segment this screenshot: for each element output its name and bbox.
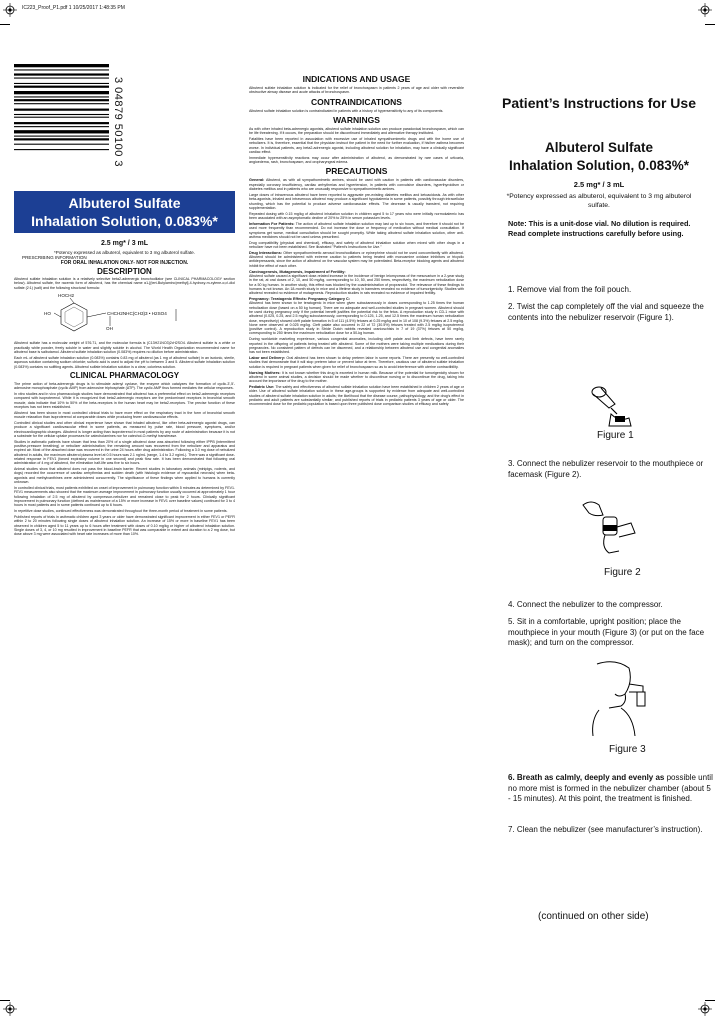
barcode-bar xyxy=(14,103,109,104)
barcode-bar xyxy=(14,136,109,137)
proof-header: IC223_Proof_P1.pdf 1 10/25/2017 1:48:35 PM xyxy=(22,5,125,11)
subheading: Drug Interactions: xyxy=(249,250,282,255)
unit-dose-note: Note: This is a unit-dose vial. No dilution is required. Read complete instructions carefully before using. xyxy=(508,219,691,239)
paragraph: Animal studies show that albuterol does not pass the blood-brain barrier. Recent studies in laboratory animals (minipigs, rodents, and dogs) recorded the occurrence of cardiac arrhythmias and sudden death (with histologic evidence of myocardial necrosis) when beta-agonists and methylxanthines were administered concurrently. The significance of these findings when applied to humans is currently unknown. xyxy=(14,467,235,485)
barcode-number: 3 04879 50100 3 xyxy=(112,76,124,168)
paragraph: Fatalities have been reported in association with excessive use of inhaled sympathomimetic drugs and with the home use of nebulizers. It is, therefore, essential that the physician instruct the patient in the need for further evaluation, if his/her asthma becomes worse. In individual patients, any beta2-adrenergic agonist, including albuterol solution for inhalation, may have a clinically significant cardiac effect. xyxy=(249,137,464,154)
right-product-line-2: Inhalation Solution, 0.083%* xyxy=(508,158,690,173)
step-7: 7. Clean the nebulizer (see manufacturer’s instruction). xyxy=(508,825,703,834)
barcode-bar xyxy=(14,109,109,111)
barcode-bars xyxy=(14,62,114,182)
crop-mark xyxy=(0,1000,10,1001)
prescribing-info: PRESCRIBING INFORMATION xyxy=(22,255,87,260)
barcode-bar xyxy=(14,126,109,127)
step-4: 4. Connect the nebulizer to the compressor. xyxy=(508,600,663,609)
crop-mark xyxy=(705,24,715,25)
paragraph: In repetitive dose studies, continued effectiveness was demonstrated throughout the three-month period of treatment in some patients. xyxy=(14,509,228,514)
barcode-bar xyxy=(14,144,109,145)
subheading: General: xyxy=(249,178,265,183)
crop-mark xyxy=(0,24,10,25)
continued-note: (continued on other side) xyxy=(538,911,649,922)
paragraph: Albuterol sulfate caused a significant dose-related increase in the incidence of benign leiomyomas of the mesovarium in a 2-year study in the rat, at oral doses of 2, 10, and 50 mg/kg, corresponding to 10, 50, and 250 times, respectively, the maximum nebulization dose for a 50 kg human. In another study, this effect was blocked by the coadministration of propranolol. The relevance of these findings to humans is not known. An 18-month study in mice and a lifetime study in hamsters revealed no evidence of tumorigenicity. Studies with albuterol revealed no evidence of mutagenesis. Reproduction studies in rats revealed no evidence of impaired fertility. xyxy=(249,273,464,296)
step-6 xyxy=(508,773,713,805)
formula-chain: CHCH2NHC(CH3)3 • H2SO4 xyxy=(107,311,167,317)
formula-oh: OH xyxy=(106,326,113,332)
precautions-text xyxy=(249,178,464,406)
indications-heading: INDICATIONS AND USAGE xyxy=(302,74,411,84)
paragraph: During worldwide marketing experience, various congenital anomalies, including cleft palate and limb defects, have been rarely reported in the offspring of patients being treated with albuterol. Some of the mothers were taking multiple medications during their pregnancies. No consistent pattern of defects can be discerned, and a relationship between albuterol use and congenital anomalies has not been established. xyxy=(249,337,464,355)
paragraph: Albuterol, as with all sympathomimetic amines, should be used with caution in patients with cardiovascular disorders, especially coronary insufficiency, cardiac arrhythmias and hypertension, in patients with convulsive disorders, hyperthyroidism or diabetes mellitus and in patients who are unusually responsive to sympathomimetic amines. xyxy=(249,178,464,192)
left-column xyxy=(14,236,235,538)
clinical-text xyxy=(14,382,235,537)
middle-column xyxy=(249,72,464,408)
barcode-bar xyxy=(14,96,109,97)
clinical-pharmacology-heading: CLINICAL PHARMACOLOGY xyxy=(69,370,180,380)
description-text xyxy=(14,277,235,290)
strength: 2.5 mg* / 3 mL xyxy=(100,240,149,247)
paragraph: It is not known whether this drug is excreted in human milk. Because of the potential for tumorigenicity shown for albuterol in some animal studies, a decision should be made whether to discontinue nursing or to discontinue the drug, taking into account the importance of the drug to the mother. xyxy=(249,370,464,384)
paragraph: Each mL of albuterol sulfate inhalation solution (0.083%) contains 0.83 mg of albuterol (as 1 mg of albuterol sulfate) in an isotonic, sterile, aqueous solution containing sodium chloride; sulfuric acid is used to adjust the pH to between 3 and 5. Albuterol sulfate inhalation solution (0.083%) contains no sulfiting agents. Albuterol sulfate inhalation solution is a clear, colorless solution. xyxy=(14,355,235,369)
paragraph: Controlled clinical studies and other clinical experience have shown that inhaled albuterol, like other beta-adrenergic agonist drugs, can produce a significant cardiovascular effect in some patients, as measured by pulse rate, blood pressure, symptoms, and/or electrocardiographic changes. Albuterol is longer acting than isoproterenol in most patients by any route of administration because it is not a substrate for the cellular uptake processes for catecholamines nor for catechol-O-methyl transferase. xyxy=(14,421,235,438)
paragraph: Albuterol sulfate has a molecular weight of 576.71, and the molecular formula is (C13H21NO3)2•H2SO4. Albuterol sulfate is a white or practically white powder, freely soluble in water and slightly soluble in alcohol. The World Health Organization recommended name for albuterol base is salbutamol. Albuterol sulfate inhalation solution (0.083%) requires no dilution before administration. xyxy=(14,341,235,355)
figure-3-caption: Figure 3 xyxy=(609,744,646,755)
paragraph: Published reports of trials in asthmatic children aged 3 years or older have demonstrated significant improvement in either FEV1 or PEFR within 2 to 20 minutes following single doses of albuterol inhalation solution. An increase of 15% or more in baseline FEV1 has been observed in children aged 5 to 11 years up to 6 hours after treatment with doses of 0.10 mg/kg or higher of albuterol inhalation solution. Single doses of 3, 4, or 10 mg resulted in improvement in baseline PEFR that was comparable in extent and duration to a 2 mg dose, but dose above 3 mg were associated with heart rate increases of more than 10%. xyxy=(14,514,235,537)
barcode-bar xyxy=(14,122,109,124)
banner-line-1: Albuterol Sulfate xyxy=(68,195,181,211)
figure-2-caption: Figure 2 xyxy=(604,567,641,578)
product-banner xyxy=(14,191,235,233)
paragraph: In vitro studies and in vivo pharmacologic studies have demonstrated that albuterol has a preferential effect on beta2-adrenergic receptors compared with isoproterenol. While it is recognized that beta2-adrenergic receptors are the predominant receptors in bronchial smooth muscle, data indicate that 10% to 50% of the beta-receptors in the human heart may be beta2-receptors. The precise function of these receptors has not been established. xyxy=(14,392,235,409)
subheading: Pregnancy: Teratogenic Effects: Pregnancy Category C: xyxy=(249,297,350,302)
paragraph: Other sympathomimetic aerosol bronchodilators or epinephrine should not be used concomitantly with albuterol. Albuterol should be administered with extreme caution to patients being treated with monoamine oxidase inhibitors or tricyclic antidepressants, since the action of albuterol on the vascular system may be potentiated. Beta-receptor blocking agents and albuterol inhibit the effect of each other. xyxy=(249,250,464,268)
barcode-bar xyxy=(14,64,109,67)
barcode-bar xyxy=(14,78,109,79)
barcode-bar xyxy=(14,138,109,140)
paragraph: Oral albuterol has been shown to delay preterm labor in some reports. There are presently no well-controlled studies that demonstrate that it will stop preterm labor or prevent labor at term. Therefore, cautious use of albuterol sulfate inhalation solution is required in pregnant patients when given for relief of bronchospasm so as to avoid interference with uterine contractibility. xyxy=(249,356,465,369)
warnings-heading: WARNINGS xyxy=(333,114,380,125)
paragraph: Albuterol sulfate inhalation solution is contraindicated in patients with a history of hypersensitivity to any of its components. xyxy=(249,108,444,113)
paragraph: Drug compatibility (physical and chemical), efficacy, and safety of albuterol inhalation solution when mixed with other drugs in a nebulizer have not been established. See illustrated "Patient's Instructions for Use." xyxy=(249,240,464,249)
paragraph: Albuterol sulfate inhalation solution is indicated for the relief of bronchospasm in patients 2 years of age and older with reversible obstructive airway disease and acute attacks of bronchospasm. xyxy=(249,86,464,95)
formula-hoch: HOCH2 xyxy=(58,293,75,299)
registration-mark-icon xyxy=(698,3,712,17)
banner-line-2: Inhalation Solution, 0.083%* xyxy=(31,213,218,229)
paragraph: Albuterol has been shown in most controlled clinical trials to have more effect on the respiratory tract in the form of bronchial smooth muscle relaxation than isoproterenol at comparable doses while producing fewer cardiovascular effects. xyxy=(14,410,235,420)
barcode-bar xyxy=(14,114,109,115)
registration-mark-icon xyxy=(3,3,17,17)
right-product-line-1: Albuterol Sulfate xyxy=(544,140,653,155)
figure-3-illustration xyxy=(585,658,655,738)
paragraph: Large doses of intravenous albuterol have been reported to aggravate pre-existing diabetes mellitus and ketoacidosis. As with other beta-agonists, inhaled and intravenous albuterol may produce a significant hypokalemia in some patients, possibly through intracellular shunting, which has the potential to produce adverse cardiovascular effects. The decrease is usually transient, not requiring supplementation. xyxy=(249,192,464,210)
barcode xyxy=(14,62,124,182)
right-potency-note: *Potency expressed as albuterol, equivalent to 3 mg albuterol sulfate. xyxy=(506,193,692,209)
paragraph: The safety and effectiveness of albuterol sulfate inhalation solution have been established in children 2 years of age or older. Use of albuterol sulfate inhalation solution in these age-groups is supported by evidence from adequate and well-controlled studies of albuterol sulfate inhalation solution in adults; the likelihood that the disease course, pathophysiology, and the drug's effect in pediatric and adult patients are substantially similar; and published reports of trials in pediatric patients 3 years of age or older. The recommended dose for the pediatric population is based upon three published dose comparison studies of efficacy and safety xyxy=(249,385,464,407)
barcode-number-wrap xyxy=(112,62,124,182)
barcode-bar xyxy=(14,117,109,118)
barcode-bar xyxy=(14,83,109,84)
step-5: 5. Sit in a comfortable, upright position; place the mouthpiece in your mouth (Figure 3) (or put on the face mask); and turn on the compressor. xyxy=(508,617,705,647)
benzene-ring-icon xyxy=(14,291,214,341)
step-1: 1. Remove vial from the foil pouch. xyxy=(508,285,632,294)
description-heading: DESCRIPTION xyxy=(97,267,152,276)
barcode-bar xyxy=(14,130,109,133)
paragraph: In controlled clinical trials, most patients exhibited an onset of improvement in pulmonary function within 5 minutes as determined by FEV1. FEV1 measurements also showed that the maximum average improvement in pulmonary function usually occurred at approximately 1 hour following inhalation of 2.5 mg of albuterol by compressor-nebulizer and remained close to peak for 2 hours. Clinically significant improvement in pulmonary function (defined as maintenance of a 15% or more increase in FEV1 over baseline values) continued for 3 to 4 hours in most patients and in some patients continued up to 6 hours. xyxy=(14,485,235,508)
step-6-bold: 6. Breath as calmly, deeply and evenly as xyxy=(508,773,665,782)
right-strength: 2.5 mg* / 3 mL xyxy=(573,180,625,189)
structural-formula xyxy=(14,291,235,341)
subheading: Nursing Mothers: xyxy=(249,370,281,375)
figure-2-illustration xyxy=(575,495,645,560)
paragraph: Albuterol sulfate inhalation solution is a relatively selective beta2-adrenergic bronchodilator (see CLINICAL PHARMACOLOGY section below). Albuterol sulfate, the racemic form of albuterol, has the chemical name α1-[(tert-Butylamino)methyl]-4-hydroxy-m-xylene-α,α'-diol sulfate (2:1) (salt) and the following structural formula: xyxy=(14,277,235,290)
subheading: Labor and Delivery: xyxy=(249,356,286,361)
registration-mark-icon xyxy=(3,1002,17,1016)
contraindications-heading: CONTRAINDICATIONS xyxy=(311,96,402,107)
step-6-rest: possible until no more mist is formed in the nebulizer chamber (about 5 - 15 minutes). At this point, the treatment is finished. xyxy=(508,773,713,803)
potency-footnote: *Potency expressed as albuterol, equivalent to 3 mg albuterol sulfate. xyxy=(54,250,195,255)
oral-only: FOR ORAL INHALATION ONLY- NOT FOR INJECTION. xyxy=(60,260,189,266)
precautions-heading: PRECAUTIONS xyxy=(325,166,388,177)
patient-instructions xyxy=(490,95,708,240)
subheading: Pediatric Use: xyxy=(249,385,275,390)
barcode-bar xyxy=(14,91,109,94)
subheading: Carcinogenesis, Mutagenesis, Impairment of Fertility: xyxy=(249,269,346,274)
barcode-bar xyxy=(14,86,109,88)
registration-mark-icon xyxy=(698,1002,712,1016)
formula-ho: HO xyxy=(44,311,51,317)
paragraph: The action of albuterol sulfate inhalation solution may last up to six hours, and therefore it should not be used more frequently than recommended. Do not increase the dose or frequency of medication without medical consultation. If symptoms get worse, medical consultation should be sought promptly. While taking albuterol sulfate inhalation solution, other anti-asthma medicines should not be used unless prescribed. xyxy=(249,221,464,239)
paragraph: Repeated dosing with 0.15 mg/kg of albuterol inhalation solution in children aged 5 to 17 years who were initially normokalemic has been associated with an asymptomatic decline of 20% to 25% in serum potassium levels. xyxy=(249,211,464,221)
description-more xyxy=(14,341,235,368)
subheading: Information For Patients: xyxy=(249,221,295,226)
figure-1-caption: Figure 1 xyxy=(597,430,634,441)
barcode-bar xyxy=(14,73,109,75)
crop-mark xyxy=(705,1000,715,1001)
step-2: 2. Twist the cap completely off the vial and squeeze the contents into the nebulizer reservoir (Figure 1). xyxy=(508,302,704,322)
paragraph: Immediate hypersensitivity reactions may occur after administration of albuterol, as demonstrated by rare cases of urticaria, angioedema, rash, bronchospasm, and oropharyngeal edema. xyxy=(249,155,464,165)
step-3: 3. Connect the nebulizer reservoir to the mouthpiece or facemask (Figure 2). xyxy=(508,459,704,479)
paragraph: Albuterol has been shown to be teratogenic in mice when given subcutaneously in doses corresponding to 1.25 times the human nebulization dose (based on a 50 kg human). There are no adequate and well-controlled studies in pregnant women. Albuterol should be used during pregnancy only if the potential benefit justifies the potential risk to the fetus. A reproduction study in CD-1 mice with albuterol (0.025, 0.25, and 2.5 mg/kg subcutaneously, corresponding to 0.125, 1.25, and 12.5 times the maximum human nebulization dose, respectively) showed cleft palate formation in 5 of 111 (4.5%) fetuses at 0.25 mg/kg and in 10 of 108 (9.3%) fetuses at 2.5 mg/kg. None were observed at 0.025 mg/kg. Cleft palate also occurred in 22 of 72 (30.5%) fetuses treated with 2.5 mg/kg isoproterenol (positive control). A reproduction study in Stride Dutch rabbits revealed cranioschisis in 7 of 19 (37%) fetuses at 50 mg/kg, corresponding to 250 times the maximum nebulization dose for a 50-kg human. xyxy=(249,301,464,336)
paragraph: The prime action of beta-adrenergic drugs is to stimulate adenyl cyclase, the enzyme which catalyzes the formation of cyclic-3',5'-adenosine monophosphate (cyclic AMP) from adenosine triphosphate (ATP). The cyclic AMP thus formed mediates the cellular responses. xyxy=(14,381,235,391)
barcode-bar xyxy=(14,149,109,150)
instructions-title: Patient’s Instructions for Use xyxy=(502,95,696,111)
barcode-bar xyxy=(14,69,109,70)
figure-1-illustration xyxy=(575,378,645,428)
paragraph: Studies in asthmatic patients have shown that less than 20% of a single albuterol dose was absorbed following either IPPB (intermittent positive-pressure breathing) or nebulizer administration; the remaining amount was recovered from the nebulizer and apparatus and expired air. Most of the absorbed dose was recovered in the urine 24 hours after drug administration. Following a 3.0 mg dose of nebulized albuterol in adults, the maximum albuterol plasma level at 0.5 hours was 2.1 ng/mL (range, 1.4 to 3.2 ng/mL). There was a significant dose-related response in FEV1 (forced expiratory volume in one second) and peak flow rate. It has been demonstrated that following oral administration of 4 mg of albuterol, the elimination half-life was five to six hours. xyxy=(14,439,235,466)
barcode-bar xyxy=(14,99,109,101)
paragraph: As with other inhaled beta-adrenergic agonists, albuterol sulfate inhalation solution can produce paradoxical bronchospasm, which can be life threatening. If it occurs, the preparation should be discontinued immediately and alternative therapy instituted. xyxy=(249,126,464,136)
